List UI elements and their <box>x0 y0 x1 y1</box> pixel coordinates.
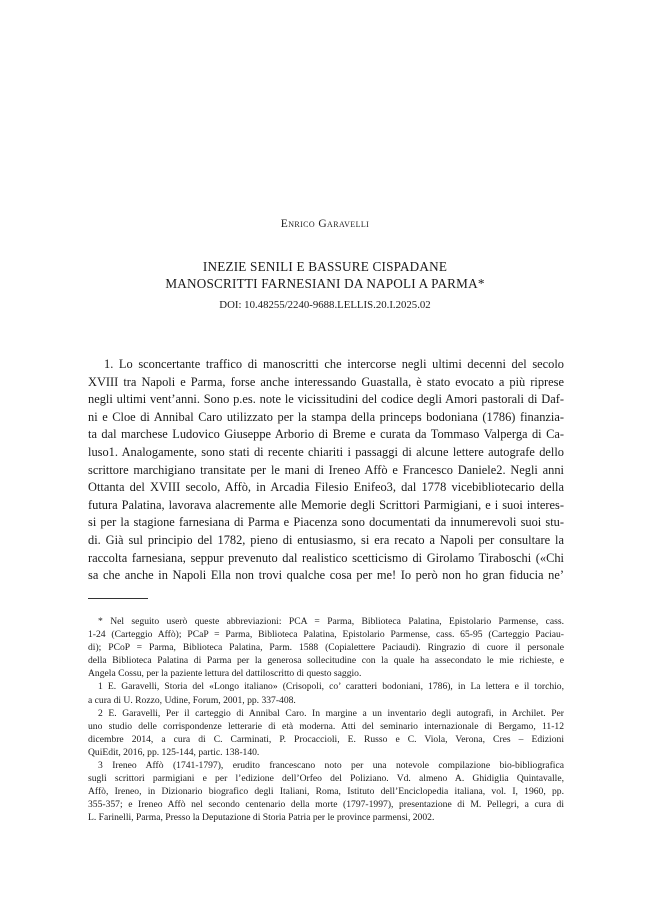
footnotes <box>88 615 564 825</box>
body-line: scrittore marchigiano transitate per le mani di Ireneo Affò e Francesco Daniele2. Negli anni <box>88 462 564 477</box>
footnote-line: Angela Cossu, per la paziente lettura del dattiloscritto di questo saggio. <box>88 668 362 680</box>
title-line-2: MANOSCRITTI FARNESIANI DA NAPOLI A PARMA* <box>165 276 485 291</box>
article-title <box>0 258 650 292</box>
body-line: Ottanta del XVIII secolo, Affò, in Arcadia Filesio Enifeo3, dal 1778 vicebibliotecario della <box>88 480 564 495</box>
body-line: luso1. Analogamente, sono stati di recente chiariti i passaggi di alcune lettere autografe dello <box>88 444 564 459</box>
footnote-line: della Biblioteca Palatina di Parma per la generosa sollecitudine con la quale ha assecondato le mie richieste, e <box>88 655 564 667</box>
body-line: XVIII tra Napoli e Parma, forse anche interessando Guastalla, è stato evocato a più riprese <box>88 374 564 389</box>
footnote-line: 2 E. Garavelli, Per il carteggio di Annibal Caro. In margine a un inventario degli autografi, in Archilet. Per <box>98 707 564 719</box>
footnote-line: di); PCoP = Parma, Biblioteca Palatina, Parm. 1588 (Copialettere Paciaudi). Ringrazio di cuore il personale <box>88 642 564 654</box>
footnote-line: 3 Ireneo Affò (1741-1797), erudito francescano noto per una notevole compilazione bio-bibliografica <box>98 760 564 772</box>
body-text <box>88 356 564 585</box>
footnote-separator <box>88 598 148 599</box>
footnote-line: sugli scrittori parmigiani e per l’edizione dell’Orfeo del Poliziano. Vd. almeno A. Ghidiglia Quintavalle, <box>88 773 564 785</box>
body-line: sa che anche in Napoli Ella non trovi qualche cosa per me! Io però non ho gran fiducia ne’ <box>88 568 564 583</box>
footnote-line: a cura di U. Rozzo, Udine, Forum, 2001, pp. 337-408. <box>88 694 296 706</box>
footnote-line: QuiEdit, 2016, pp. 125-144, partic. 138-140. <box>88 746 260 758</box>
footnote-line: 1 E. Garavelli, Storia del «Longo italiano» (Crisopoli, co’ caratteri bodoniani, 1786), in La lettera e il torchio, <box>98 681 564 693</box>
body-line: di. Già sul principio del 1782, pieno di entusiasmo, si era recato a Napoli per consultare la <box>88 532 564 547</box>
footnote-line: Affò, Ireneo, in Dizionario biografico degli Italiani, Roma, Istituto dell’Enciclopedia italiana, vol. I, 1960, pp. <box>88 786 564 798</box>
body-line: negli ultimi vent’anni. Sono p.es. note le vicissitudini del codice degli Amori pastorali di Daf- <box>88 392 564 407</box>
body-line: 1. Lo sconcertante traffico di manoscritti che intercorse negli ultimi decenni del secolo <box>104 357 564 371</box>
body-line: si per la stagione farnesiana di Parma e Piacenza sono documentati da innumerevoli suoi stu- <box>88 515 564 530</box>
title-line-1: INEZIE SENILI E BASSURE CISPADANE <box>202 259 448 274</box>
footnote-line: 355-357; e Ireneo Affò nel secondo centenario della morte (1797-1997), presentazione di M. Pellegri, a cura di <box>88 799 564 811</box>
footnote-line: dicembre 2014, a cura di C. Carminati, P. Procaccioli, E. Russo e C. Viola, Verona, Cres – Edizioni <box>88 733 564 745</box>
footnote-line: uno studio delle corrispondenze letterarie di età moderna. Atti del seminario internazionale di Bergamo, 11-12 <box>88 720 564 732</box>
body-line: ta dal marchese Ludovico Giuseppe Arborio di Breme e curata da Tommaso Valperga di Ca- <box>88 427 564 442</box>
doi: DOI: 10.48255/2240-9688.LELLIS.20.I.2025.02 <box>219 299 431 311</box>
footnote-line: 1-24 (Carteggio Affò); PCaP = Parma, Biblioteca Palatina, Epistolario Parmense, cass. 65-95 (Carteggio Paciau- <box>88 629 564 641</box>
body-line: raccolta farnesiana, seppur prevenuto dal realistico scetticismo di Girolamo Tiraboschi («Chi <box>88 550 564 565</box>
footnote-line: L. Farinelli, Parma, Presso la Deputazione di Storia Patria per le province parmensi, 2002. <box>88 812 435 824</box>
body-line: futura Palatina, lavorava alacremente alle Memorie degli Scrittori Parmigiani, e i suoi interes- <box>88 497 564 512</box>
body-line: ni e Cloe di Annibal Caro utilizzato per la stampa della princeps bodoniana (1786) finanzia- <box>88 409 564 424</box>
footnote-line: * Nel seguito userò queste abbreviazioni: PCA = Parma, Biblioteca Palatina, Epistolario Parmense, cass. <box>98 616 564 627</box>
author-name: Enrico Garavelli <box>280 218 370 230</box>
